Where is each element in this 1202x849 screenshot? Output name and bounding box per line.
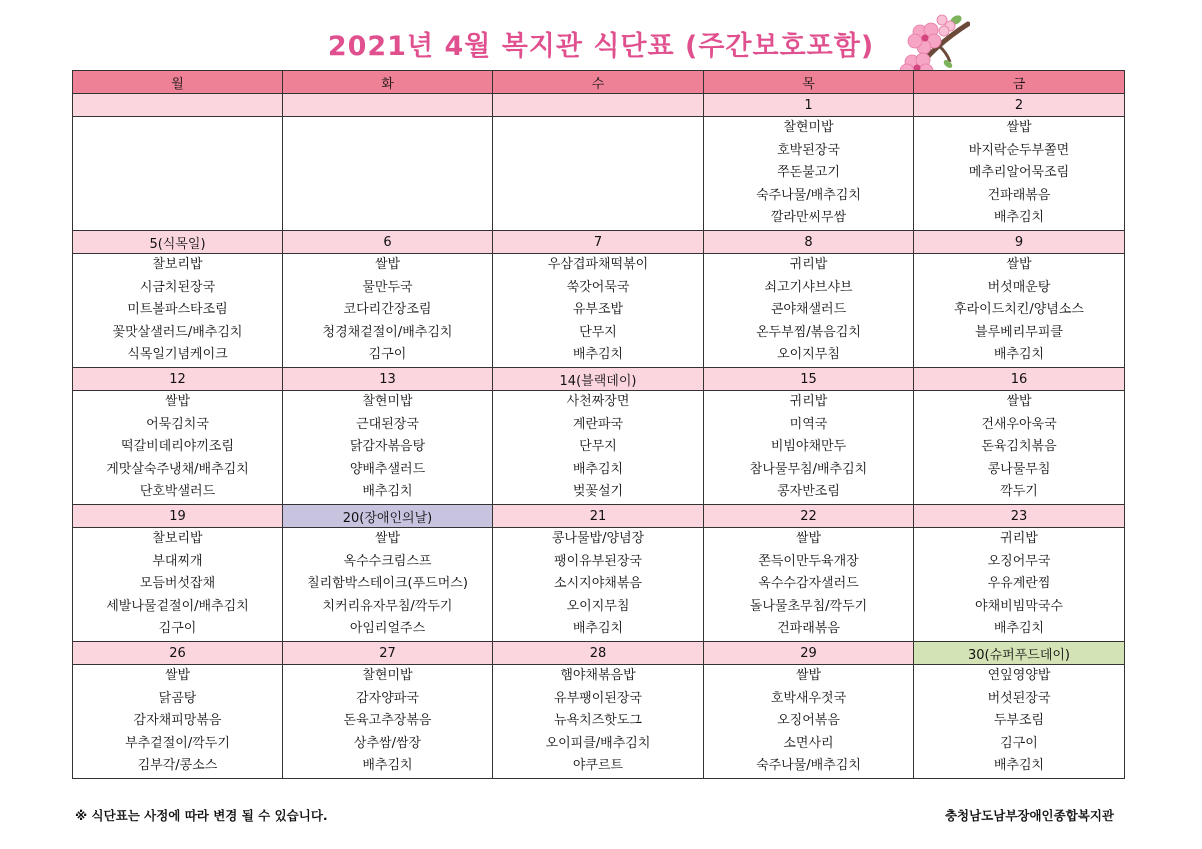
dish-item: 호박새우젓국 — [770, 690, 847, 706]
dish-item: 배추김치 — [993, 347, 1045, 363]
meal-cell — [704, 254, 914, 368]
dish-item: 소시지야채볶음 — [554, 576, 642, 592]
dish-item: 돈육고추장볶음 — [343, 713, 432, 729]
meal-cell — [73, 391, 283, 505]
dish-item: 오징어볶음 — [777, 713, 840, 729]
meal-row — [73, 391, 1125, 505]
date-cell: 2 — [914, 94, 1125, 117]
dish-item: 숙주나물/배추김치 — [756, 758, 861, 774]
page-title: 2021년 4월 복지관 식단표 (주간보호포함) — [327, 31, 875, 62]
meal-cell — [704, 117, 914, 231]
dish-item: 감자채피망볶음 — [133, 713, 222, 729]
dish-item: 단호박샐러드 — [139, 484, 216, 500]
date-cell: 16 — [914, 368, 1125, 391]
dish-item: 배추김치 — [993, 621, 1045, 637]
dish-item: 비빔야채만두 — [770, 439, 847, 455]
date-row — [73, 231, 1125, 254]
dish-item: 물만두국 — [362, 279, 413, 295]
dish-item: 식목일기념케이크 — [127, 347, 228, 363]
dish-item: 쌀밥 — [374, 257, 401, 272]
meal-cell — [914, 391, 1125, 505]
dish-item: 꽃맛살샐러드/배추김치 — [112, 324, 243, 340]
meal-cell — [73, 254, 283, 368]
dish-item: 닭곰탕 — [158, 690, 197, 706]
dish-item: 쌀밥 — [1006, 120, 1032, 135]
dish-item: 찰현미밥 — [783, 120, 834, 135]
meal-cell — [493, 391, 704, 505]
dish-item: 김구이 — [1000, 735, 1038, 751]
dish-item: 오이지무침 — [566, 598, 630, 614]
dish-item: 미트볼파스타조림 — [127, 302, 228, 318]
footer-note: ※ 식단표는 사정에 따라 변경 될 수 있습니다. — [75, 808, 328, 823]
meal-cell — [704, 391, 914, 505]
dish-item: 찰현미밥 — [362, 394, 413, 409]
dish-item: 콘야채샐러드 — [770, 302, 847, 318]
dish-item: 야채비빔막국수 — [975, 598, 1063, 614]
date-cell: 12 — [73, 368, 283, 391]
dish-item: 후라이드치킨/양념소스 — [954, 302, 1084, 318]
dish-item: 청경채겉절이/배추김치 — [322, 324, 453, 340]
dish-item: 배추김치 — [572, 347, 624, 363]
date-row — [73, 642, 1125, 665]
dish-item: 귀리밥 — [789, 257, 828, 272]
dish-item: 콩자반조림 — [777, 484, 840, 500]
dish-item: 배추김치 — [362, 758, 413, 774]
weekday-header-mon: 월 — [73, 71, 283, 94]
dish-item: 온두부찜/볶음김치 — [756, 324, 861, 340]
date-cell: 8 — [704, 231, 914, 254]
meal-cell — [493, 117, 704, 231]
dish-item: 쇠고기샤브샤브 — [764, 279, 853, 295]
dish-item: 배추김치 — [993, 210, 1045, 226]
dish-item: 찰현미밥 — [362, 668, 413, 683]
date-cell: 7 — [493, 231, 704, 254]
meal-cell — [73, 117, 283, 231]
dish-item: 건파래볶음 — [987, 187, 1051, 203]
dish-item: 햄야채볶음밥 — [560, 668, 636, 683]
date-cell: 9 — [914, 231, 1125, 254]
dish-item: 오징어무국 — [987, 553, 1051, 569]
dish-item: 버섯매운탕 — [987, 279, 1051, 295]
dish-item: 건파래볶음 — [777, 621, 840, 637]
dish-item: 감자양파국 — [356, 690, 419, 706]
dish-item: 부대찌개 — [152, 553, 203, 569]
dish-item: 떡갈비데리야끼조림 — [120, 439, 235, 455]
dish-item: 벚꽃설기 — [572, 484, 624, 500]
dish-item: 쌀밥 — [374, 531, 401, 546]
date-cell — [283, 94, 493, 117]
dish-item: 유부조밥 — [572, 302, 624, 318]
meal-cell — [493, 665, 704, 779]
meal-cell — [704, 528, 914, 642]
dish-item: 양배추샐러드 — [349, 461, 426, 477]
meal-row — [73, 254, 1125, 368]
dish-item: 김구이 — [368, 347, 407, 363]
dish-item: 쌀밥 — [795, 668, 822, 683]
dish-item: 콩나물밥/양념장 — [551, 531, 645, 546]
meal-cell — [283, 665, 493, 779]
dish-item: 건새우아욱국 — [981, 416, 1057, 432]
dish-item: 야쿠르트 — [572, 758, 624, 774]
meal-cell — [914, 117, 1125, 231]
dish-item: 배추김치 — [993, 758, 1045, 774]
menu-body — [73, 94, 1125, 779]
dish-item: 돈육김치볶음 — [981, 439, 1057, 455]
dish-item: 단무지 — [579, 439, 617, 455]
dish-item: 팽이유부된장국 — [554, 553, 642, 569]
date-cell: 30(슈퍼푸드데이) — [914, 642, 1125, 665]
dish-item: 쭈돈불고기 — [777, 165, 840, 181]
date-cell: 15 — [704, 368, 914, 391]
dish-item: 바지락순두부쫄면 — [968, 142, 1070, 158]
dish-item: 우유계란찜 — [987, 576, 1051, 592]
dish-item: 콩나물무침 — [987, 461, 1051, 477]
dish-item: 어묵김치국 — [146, 416, 209, 432]
meal-row — [73, 665, 1125, 779]
date-row — [73, 94, 1125, 117]
dish-item: 게맛살숙주냉채/배추김치 — [106, 461, 249, 477]
dish-item: 블루베리무피클 — [975, 324, 1063, 340]
dish-item: 숙주나물/배추김치 — [756, 187, 861, 203]
meal-cell — [914, 528, 1125, 642]
meal-row — [73, 117, 1125, 231]
date-cell: 29 — [704, 642, 914, 665]
dish-item: 깔라만씨무쌈 — [770, 210, 847, 226]
dish-item: 귀리밥 — [1000, 531, 1038, 546]
dish-item: 모듬버섯잡채 — [139, 576, 216, 592]
dish-item: 우삼겹파채떡볶이 — [547, 257, 649, 272]
dish-item: 버섯된장국 — [987, 690, 1051, 706]
weekday-header-fri: 금 — [914, 71, 1125, 94]
dish-item: 근대된장국 — [356, 416, 419, 432]
meal-cell — [493, 528, 704, 642]
dish-item: 계란파국 — [572, 416, 624, 432]
dish-item: 쫀득이만두육개장 — [758, 553, 859, 569]
weekday-header-tue: 화 — [283, 71, 493, 94]
dish-item: 코다리간장조림 — [343, 302, 432, 318]
dish-item: 참나물무침/배추김치 — [749, 461, 868, 477]
weekday-header-row — [73, 71, 1125, 94]
dish-item: 옥수수감자샐러드 — [758, 576, 859, 592]
dish-item: 뉴욕치즈핫도그 — [554, 713, 642, 729]
date-cell: 20(장애인의날) — [283, 505, 493, 528]
dish-item: 귀리밥 — [789, 394, 828, 409]
dish-item: 찰보리밥 — [152, 257, 203, 272]
dish-item: 오이피클/배추김치 — [545, 735, 651, 751]
meal-cell — [704, 665, 914, 779]
date-row — [73, 368, 1125, 391]
date-cell: 21 — [493, 505, 704, 528]
date-cell — [493, 94, 704, 117]
dish-item: 두부조림 — [993, 713, 1045, 729]
date-cell: 26 — [73, 642, 283, 665]
dish-item: 사천짜장면 — [566, 394, 630, 409]
dish-item: 찰보리밥 — [152, 531, 203, 546]
meal-row — [73, 528, 1125, 642]
date-cell: 6 — [283, 231, 493, 254]
weekday-header-wed: 수 — [493, 71, 704, 94]
dish-item: 부추겉절이/깍두기 — [125, 735, 230, 751]
dish-item: 호박된장국 — [777, 142, 840, 158]
dish-item: 연잎영양밥 — [987, 668, 1051, 683]
dish-item: 돌나물초무침/깍두기 — [749, 598, 868, 614]
dish-item: 김부각/콩소스 — [137, 758, 218, 774]
dish-item: 닭감자볶음탕 — [349, 439, 426, 455]
dish-item: 쌀밥 — [164, 394, 191, 409]
dish-item: 유부팽이된장국 — [554, 690, 642, 706]
weekday-header-thu: 목 — [704, 71, 914, 94]
dish-item: 아임리얼주스 — [349, 621, 426, 637]
dish-item: 치커리유자무침/깍두기 — [322, 598, 453, 614]
date-cell: 28 — [493, 642, 704, 665]
date-cell: 19 — [73, 505, 283, 528]
dish-item: 칠리함박스테이크(푸드머스) — [307, 576, 468, 592]
dish-item: 오이지무침 — [777, 347, 840, 363]
dish-item: 쌀밥 — [1006, 257, 1032, 272]
dish-item: 미역국 — [789, 416, 828, 432]
date-cell: 22 — [704, 505, 914, 528]
meal-cell — [283, 117, 493, 231]
dish-item: 시금치된장국 — [139, 279, 216, 295]
dish-item: 단무지 — [579, 324, 617, 340]
dish-item: 김구이 — [158, 621, 197, 637]
dish-item: 상추쌈/쌈장 — [353, 735, 422, 751]
footer-organization: 충청남도남부장애인종합복지관 — [944, 808, 1114, 823]
dish-item: 메추리알어묵조림 — [968, 165, 1070, 181]
dish-item: 세발나물겉절이/배추김치 — [106, 598, 249, 614]
meal-cell — [493, 254, 704, 368]
meal-cell — [914, 665, 1125, 779]
date-cell — [73, 94, 283, 117]
meal-cell — [283, 254, 493, 368]
dish-item: 쌀밥 — [164, 668, 191, 683]
date-cell: 27 — [283, 642, 493, 665]
date-cell: 5(식목일) — [73, 231, 283, 254]
meal-cell — [914, 254, 1125, 368]
dish-item: 옥수수크림스프 — [343, 553, 432, 569]
dish-item: 쑥갓어묵국 — [566, 279, 630, 295]
date-cell: 1 — [704, 94, 914, 117]
dish-item: 쌀밥 — [1006, 394, 1032, 409]
dish-item: 배추김치 — [572, 621, 624, 637]
dish-item: 배추김치 — [572, 461, 624, 477]
date-row — [73, 505, 1125, 528]
meal-cell — [73, 528, 283, 642]
date-cell: 23 — [914, 505, 1125, 528]
menu-table — [72, 70, 1125, 779]
date-cell: 14(블랙데이) — [493, 368, 704, 391]
meal-cell — [283, 528, 493, 642]
dish-item: 쌀밥 — [795, 531, 822, 546]
meal-cell — [283, 391, 493, 505]
meal-cell — [73, 665, 283, 779]
dish-item: 깍두기 — [1000, 484, 1038, 500]
dish-item: 배추김치 — [362, 484, 413, 500]
dish-item: 소면사리 — [783, 735, 834, 751]
date-cell: 13 — [283, 368, 493, 391]
